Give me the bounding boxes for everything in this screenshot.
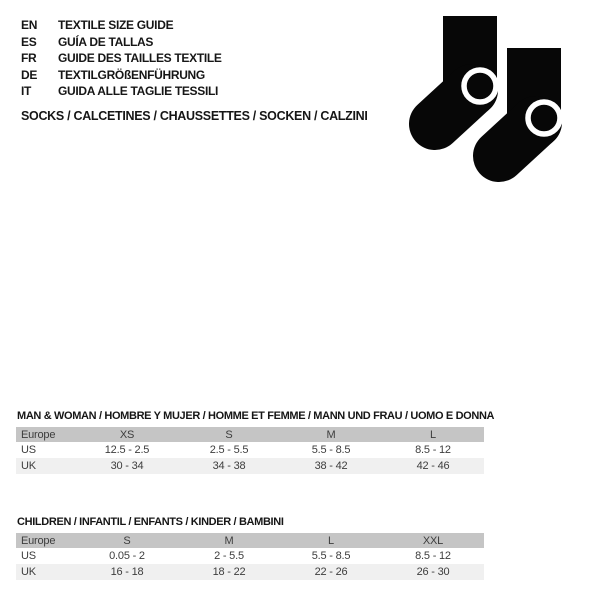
size-cell: 12.5 - 2.5	[104, 444, 150, 456]
size-table-children	[16, 516, 484, 580]
size-cell: 0.05 - 2	[109, 550, 145, 562]
region-cell: UK	[16, 564, 76, 580]
table-title: CHILDREN / INFANTIL / ENFANTS / KINDER / BAMBINI	[17, 516, 284, 528]
size-cell: 2.5 - 5.5	[209, 444, 249, 456]
table-row	[16, 442, 484, 458]
language-code: FR	[21, 51, 37, 65]
language-row-es	[21, 34, 381, 51]
language-code: ES	[21, 34, 37, 49]
size-cell: 8.5 - 12	[415, 444, 451, 456]
size-cell: 26 - 30	[382, 564, 484, 580]
table-header-row	[16, 533, 484, 548]
language-list	[21, 17, 381, 100]
size-cell: 30 - 34	[76, 458, 178, 474]
language-row-de	[21, 67, 381, 84]
column-header: M	[178, 533, 280, 548]
table-row	[16, 548, 484, 564]
column-header: XXL	[382, 533, 484, 548]
column-header: Europe	[16, 427, 76, 442]
table-row	[16, 458, 484, 474]
size-table	[16, 427, 484, 474]
size-cell: 42 - 46	[382, 458, 484, 474]
language-row-en	[21, 17, 381, 34]
table-row	[16, 564, 484, 580]
size-cell: 8.5 - 12	[415, 550, 451, 562]
language-code: IT	[21, 84, 32, 98]
language-label: GUIDA ALLE TAGLIE TESSILI	[58, 84, 219, 98]
sock-left-icon	[435, 16, 498, 124]
size-cell: 5.5 - 8.5	[311, 550, 351, 562]
size-table-man-woman	[16, 410, 495, 474]
size-cell: 34 - 38	[178, 458, 280, 474]
size-cell: 2 - 5.5	[214, 550, 244, 562]
column-header: M	[280, 427, 382, 442]
sock-right-icon	[499, 48, 562, 156]
column-header: L	[382, 427, 484, 442]
region-cell: US	[21, 550, 36, 562]
language-code: DE	[21, 67, 38, 82]
table-header-row	[16, 427, 484, 442]
size-cell: 5.5 - 8.5	[311, 444, 351, 456]
language-label: TEXTILE SIZE GUIDE	[58, 18, 174, 32]
column-header: L	[280, 533, 382, 548]
column-header: XS	[76, 427, 178, 442]
size-table	[16, 533, 484, 580]
column-header: S	[178, 427, 280, 442]
size-cell: 16 - 18	[76, 564, 178, 580]
language-code: EN	[21, 18, 38, 32]
language-row-fr	[21, 50, 381, 67]
category-title: SOCKS / CALCETINES / CHAUSSETTES / SOCKEN / CALZINI	[21, 109, 368, 123]
socks-icon	[405, 14, 565, 186]
region-cell: US	[21, 444, 36, 456]
column-header: S	[76, 533, 178, 548]
region-cell: UK	[16, 458, 76, 474]
language-label: TEXTILGRÖßENFÜHRUNG	[58, 67, 205, 82]
language-label: GUIDE DES TAILLES TEXTILE	[58, 51, 222, 65]
language-row-it	[21, 83, 381, 100]
language-label: GUÍA DE TALLAS	[58, 34, 154, 49]
column-header: Europe	[16, 533, 76, 548]
size-cell: 38 - 42	[280, 458, 382, 474]
size-cell: 18 - 22	[178, 564, 280, 580]
size-cell: 22 - 26	[280, 564, 382, 580]
table-title: MAN & WOMAN / HOMBRE Y MUJER / HOMME ET FEMME / MANN UND FRAU / UOMO E DONNA	[17, 410, 495, 422]
